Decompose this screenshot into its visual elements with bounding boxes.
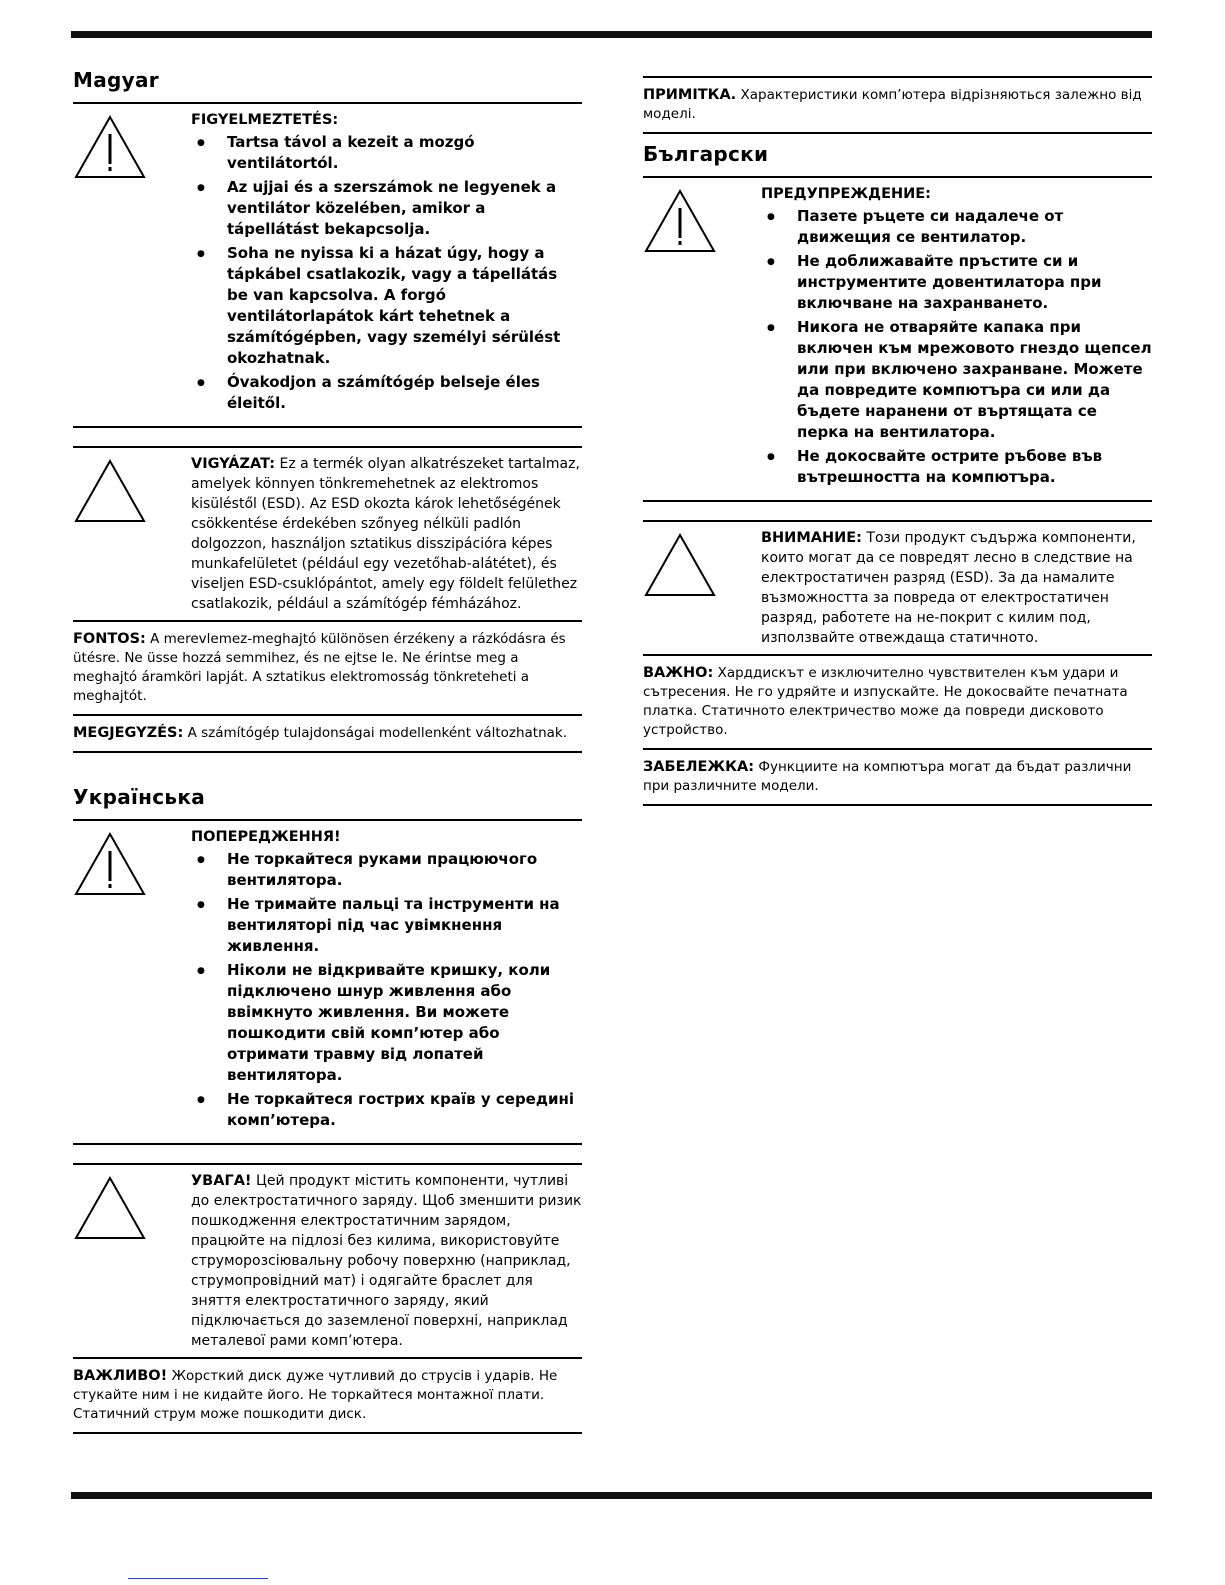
caution-box-bulgarian [643, 520, 1152, 656]
note-text: A számítógép tulajdonságai modellenként változhatnak. [187, 725, 568, 741]
note-text: Характеристики комп’ютера відрізняються залежно від моделі. [643, 87, 1142, 122]
note-text: Функциите на компютъра могат да бъдат различни при различните модели. [643, 759, 1132, 794]
important-block-ukrainian [73, 1359, 582, 1434]
warning-label: ПРЕДУПРЕЖДЕНИЕ: [761, 186, 931, 202]
important-text: Харддискът е изключително чувствителен към удари и сътресения. Не го удряйте и изпускайте. Не докосвайте печатната платка. Статичното електричество може да повреди дисковото устройство. [643, 665, 1128, 738]
bottom-rule [71, 1492, 1152, 1499]
caution-triangle-icon [73, 1171, 191, 1351]
note-block-bulgarian [643, 748, 1152, 806]
caution-label: ВНИМАНИЕ: [761, 530, 862, 546]
warning-label: ПОПЕРЕДЖЕННЯ! [191, 829, 341, 845]
section-title-magyar: Magyar [73, 68, 159, 92]
top-rule [71, 31, 1152, 38]
right-column [643, 76, 1152, 806]
warning-item: ● Не докосвайте острите ръбове във вътрешността на компютъра. [797, 446, 1152, 488]
warning-item: ● Az ujjai és a szerszámok ne legyenek a ventilátor közelében, amikor a tápellátást bekapcsolja. [227, 177, 582, 240]
caution-box-ukrainian [73, 1163, 582, 1359]
caution-label: VIGYÁZAT: [191, 456, 276, 472]
caution-text: Ez a termék olyan alkatrészeket tartalmaz, amelyek könnyen tönkremehetnek az elektromos kisüléstől (ESD). Az ESD okozta károk lehetőségének csökkentése érdekében szőnyeg nélküli padlón dolgozzon, használjon sztatikus disszipációra képes munkafelületet (például egy vezetőhab-alátétet), és viseljen ESD-csuklópántot, amely egy földelt felülethez csatlakozik, például a számítógép fémházához. [191, 456, 580, 612]
warning-item: ● Soha ne nyissa ki a házat úgy, hogy a tápkábel csatlakozik, vagy a tápellátás be van kapcsolva. A forgó ventilátorlapátok kárt tehetnek a számítógépben, vagy személyi sérülést okozhatnak. [227, 243, 582, 369]
section-title-bulgarian: Български [643, 142, 769, 166]
section-title-ukrainian: Українська [73, 785, 206, 809]
important-label: ВАЖЛИВО! [73, 1368, 168, 1384]
warning-triangle-icon [73, 827, 191, 1137]
important-block-magyar [73, 622, 582, 714]
warning-list [191, 132, 582, 414]
warning-item: ● Не тримайте пальці та інструменти на вентиляторі під час увімкнення живлення. [227, 894, 582, 957]
warning-item: ● Ніколи не відкривайте кришку, коли підключено шнур живлення або ввімкнуто живлення. Ви можете пошкодити свій комп’ютер або отримати травму від лопатей вентилятора. [227, 960, 582, 1086]
important-text: Жорсткий диск дуже чутливий до струсів і ударів. Не стукайте ним і не кидайте його. Не торкайтеся монтажної плати. Статичний струм може пошкодити диск. [73, 1368, 558, 1422]
warning-triangle-icon [643, 184, 761, 494]
note-label: ЗАБЕЛЕЖКА: [643, 759, 755, 775]
warning-item: ● Не доближавайте пръстите си и инструментите довентилатора при включване на захранването. [797, 251, 1152, 314]
caution-text: Цей продукт містить компоненти, чутливі до електростатичного заряду. Щоб зменшити ризик пошкодження електростатичним зарядом, працюйте на підлозі без килима, використовуйте струморозсіювальну робочу поверхню (наприклад, струмопровідний мат) і одягайте браслет для зняття електростатичного заряду, який підключається до заземленої поверхні, наприклад металевої рами комп’ютера. [191, 1173, 582, 1349]
note-label: ПРИМІТКА. [643, 87, 737, 103]
warning-list [191, 849, 582, 1131]
warning-item: ● Не торкайтеся гострих країв у середині комп’ютера. [227, 1089, 582, 1131]
important-block-bulgarian [643, 656, 1152, 748]
note-label: MEGJEGYZÉS: [73, 725, 184, 741]
caution-triangle-icon [643, 528, 761, 648]
warning-label: FIGYELMEZTETÉS: [191, 112, 339, 128]
warning-box-bulgarian [643, 176, 1152, 502]
caution-box-magyar [73, 446, 582, 622]
important-text: A merevlemez-meghajtó különösen érzékeny a rázkódásra és ütésre. Ne üsse hozzá semmihez, és ne ejtse le. Ne érintse meg a meghajtó áramköri lapját. A sztatikus elektromosság tönkreteheti a meghajtót. [73, 631, 566, 704]
warning-box-ukrainian [73, 819, 582, 1145]
note-block-magyar [73, 714, 582, 753]
warning-triangle-icon [73, 110, 191, 420]
footer-link-underline [128, 1578, 268, 1579]
caution-label: УВАГА! [191, 1173, 252, 1189]
note-block-ukrainian [643, 76, 1152, 134]
warning-item: ● Tartsa távol a kezeit a mozgó ventilátortól. [227, 132, 582, 174]
caution-text: Този продукт съдържа компоненти, които могат да се повредят лесно в следствие на електростатичен разряд (ESD). За да намалите възможността за повреда от електростатичен разряд, работете на не-покрит с килим под, използвайте отвеждаща статичното. [761, 530, 1136, 646]
caution-triangle-icon [73, 454, 191, 614]
warning-item: ● Óvakodjon a számítógép belseje éles éleitől. [227, 372, 582, 414]
warning-box-magyar [73, 102, 582, 428]
warning-item: ● Никога не отваряйте капака при включен към мрежовото гнездо щепсел или при включено захранване. Можете да повредите компютъра си или да бъдете наранени от въртящата се перка на вентилатора. [797, 317, 1152, 443]
warning-item: ● Не торкайтеся руками працюючого вентилятора. [227, 849, 582, 891]
warning-item: ● Пазете ръцете си надалече от движещия се вентилатор. [797, 206, 1152, 248]
warning-list [761, 206, 1152, 488]
left-column [73, 62, 582, 1434]
important-label: FONTOS: [73, 631, 146, 647]
important-label: ВАЖНО: [643, 665, 714, 681]
